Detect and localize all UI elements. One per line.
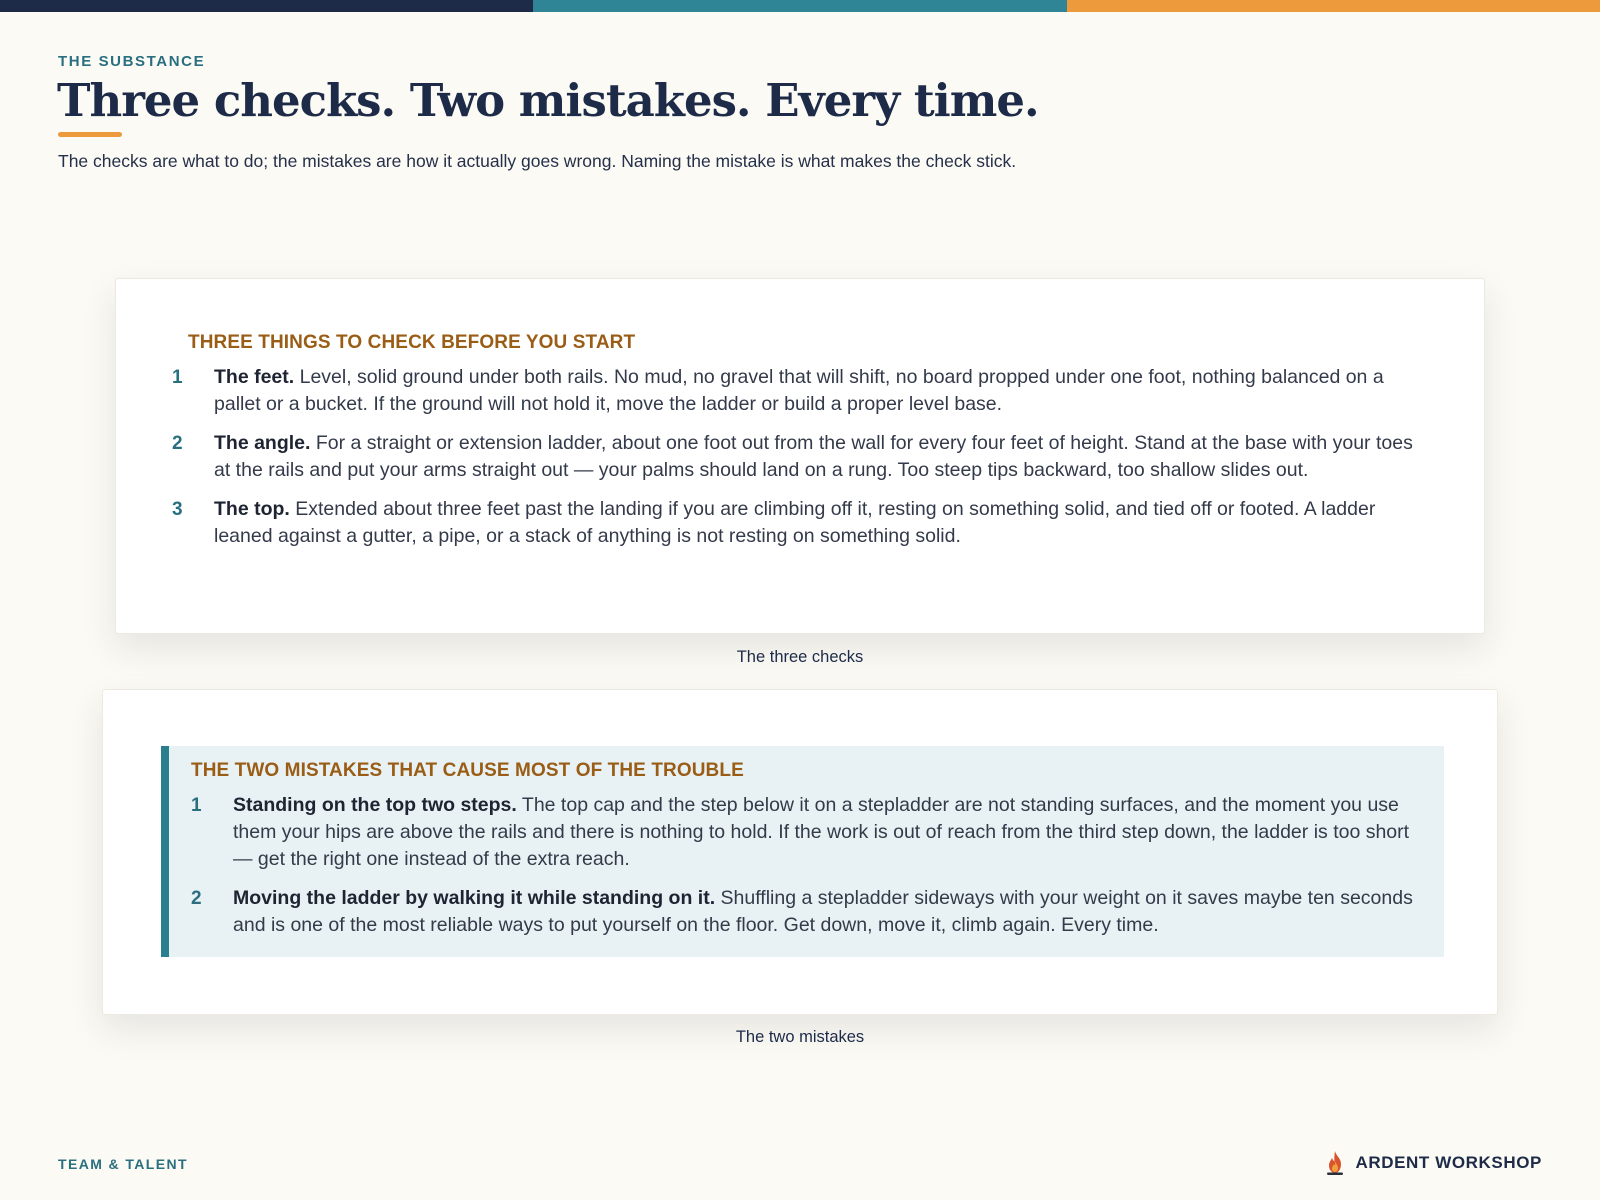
brand-name: ARDENT WORKSHOP [1355, 1153, 1542, 1172]
checks-heading: THREE THINGS TO CHECK BEFORE YOU START [188, 332, 636, 353]
mistakes-list [189, 792, 1419, 951]
checks-list [170, 364, 1422, 562]
mistake-item [189, 792, 1419, 873]
footer-brand [1323, 1150, 1542, 1176]
check-text: Extended about three feet past the landing if you are climbing off it, resting on something solid, and tied off or footed. A ladder leaned against a gutter, a pipe, or a stack of anything is not resting on something solid. [214, 498, 1376, 547]
mistakes-caption: The two mistakes [735, 1028, 865, 1046]
mistake-body [233, 792, 1419, 873]
check-lead: The feet. [214, 366, 295, 388]
mistakes-callout [161, 746, 1444, 957]
mistake-number: 2 [191, 888, 202, 909]
flame-icon [1323, 1150, 1347, 1176]
mistake-text: The top cap and the step below it on a stepladder are not standing surfaces, and the moment you use them your hips are above the rails and there is nothing to hold. If the work is out of reach from the third step down, the ladder is too short — get the right one instead of the extra reach. [233, 794, 1410, 870]
check-body [214, 364, 1422, 418]
check-lead: The top. [214, 498, 290, 520]
footer-section-label: TEAM & TALENT [58, 1156, 188, 1172]
check-body [214, 496, 1422, 550]
checks-caption: The three checks [736, 648, 864, 666]
check-number: 3 [172, 499, 183, 520]
mistake-text: Shuffling a stepladder sideways with your weight on it saves maybe ten seconds and is one of the most reliable ways to put yourself on the floor. Get down, move it, climb again. Every time. [233, 887, 1413, 936]
title-underline [58, 132, 122, 137]
check-text: Level, solid ground under both rails. No mud, no gravel that will shift, no board propped under one foot, nothing balanced on a pallet or a bucket. If the ground will not hold it, move the ladder or build a proper level base. [214, 366, 1384, 415]
top-color-band [0, 0, 1600, 12]
check-item [170, 364, 1422, 418]
page-title: Three checks. Two mistakes. Every time. [57, 74, 1039, 127]
section-eyebrow: THE SUBSTANCE [58, 53, 206, 70]
check-item [170, 430, 1422, 484]
check-number: 2 [172, 433, 183, 454]
check-number: 1 [172, 367, 183, 388]
check-body [214, 430, 1422, 484]
mistake-number: 1 [191, 795, 202, 816]
check-lead: The angle. [214, 432, 311, 454]
top-band-teal-segment [533, 0, 1066, 12]
mistake-lead: Standing on the top two steps. [233, 794, 517, 816]
page-subtitle: The checks are what to do; the mistakes are how it actually goes wrong. Naming the mistake is what makes the check stick. [58, 151, 1017, 171]
top-band-navy-segment [0, 0, 533, 12]
mistake-lead: Moving the ladder by walking it while standing on it. [233, 887, 716, 909]
checks-card [115, 278, 1485, 634]
mistake-body [233, 885, 1419, 939]
top-band-orange-segment [1067, 0, 1600, 12]
check-text: For a straight or extension ladder, about one foot out from the wall for every four feet of height. Stand at the base with your toes at the rails and put your arms straight out — your palms should land on a rung. Too steep tips backward, too shallow slides out. [214, 432, 1413, 481]
mistakes-card [102, 689, 1498, 1015]
mistakes-heading: THE TWO MISTAKES THAT CAUSE MOST OF THE TROUBLE [191, 760, 744, 781]
mistake-item [189, 885, 1419, 939]
check-item [170, 496, 1422, 550]
